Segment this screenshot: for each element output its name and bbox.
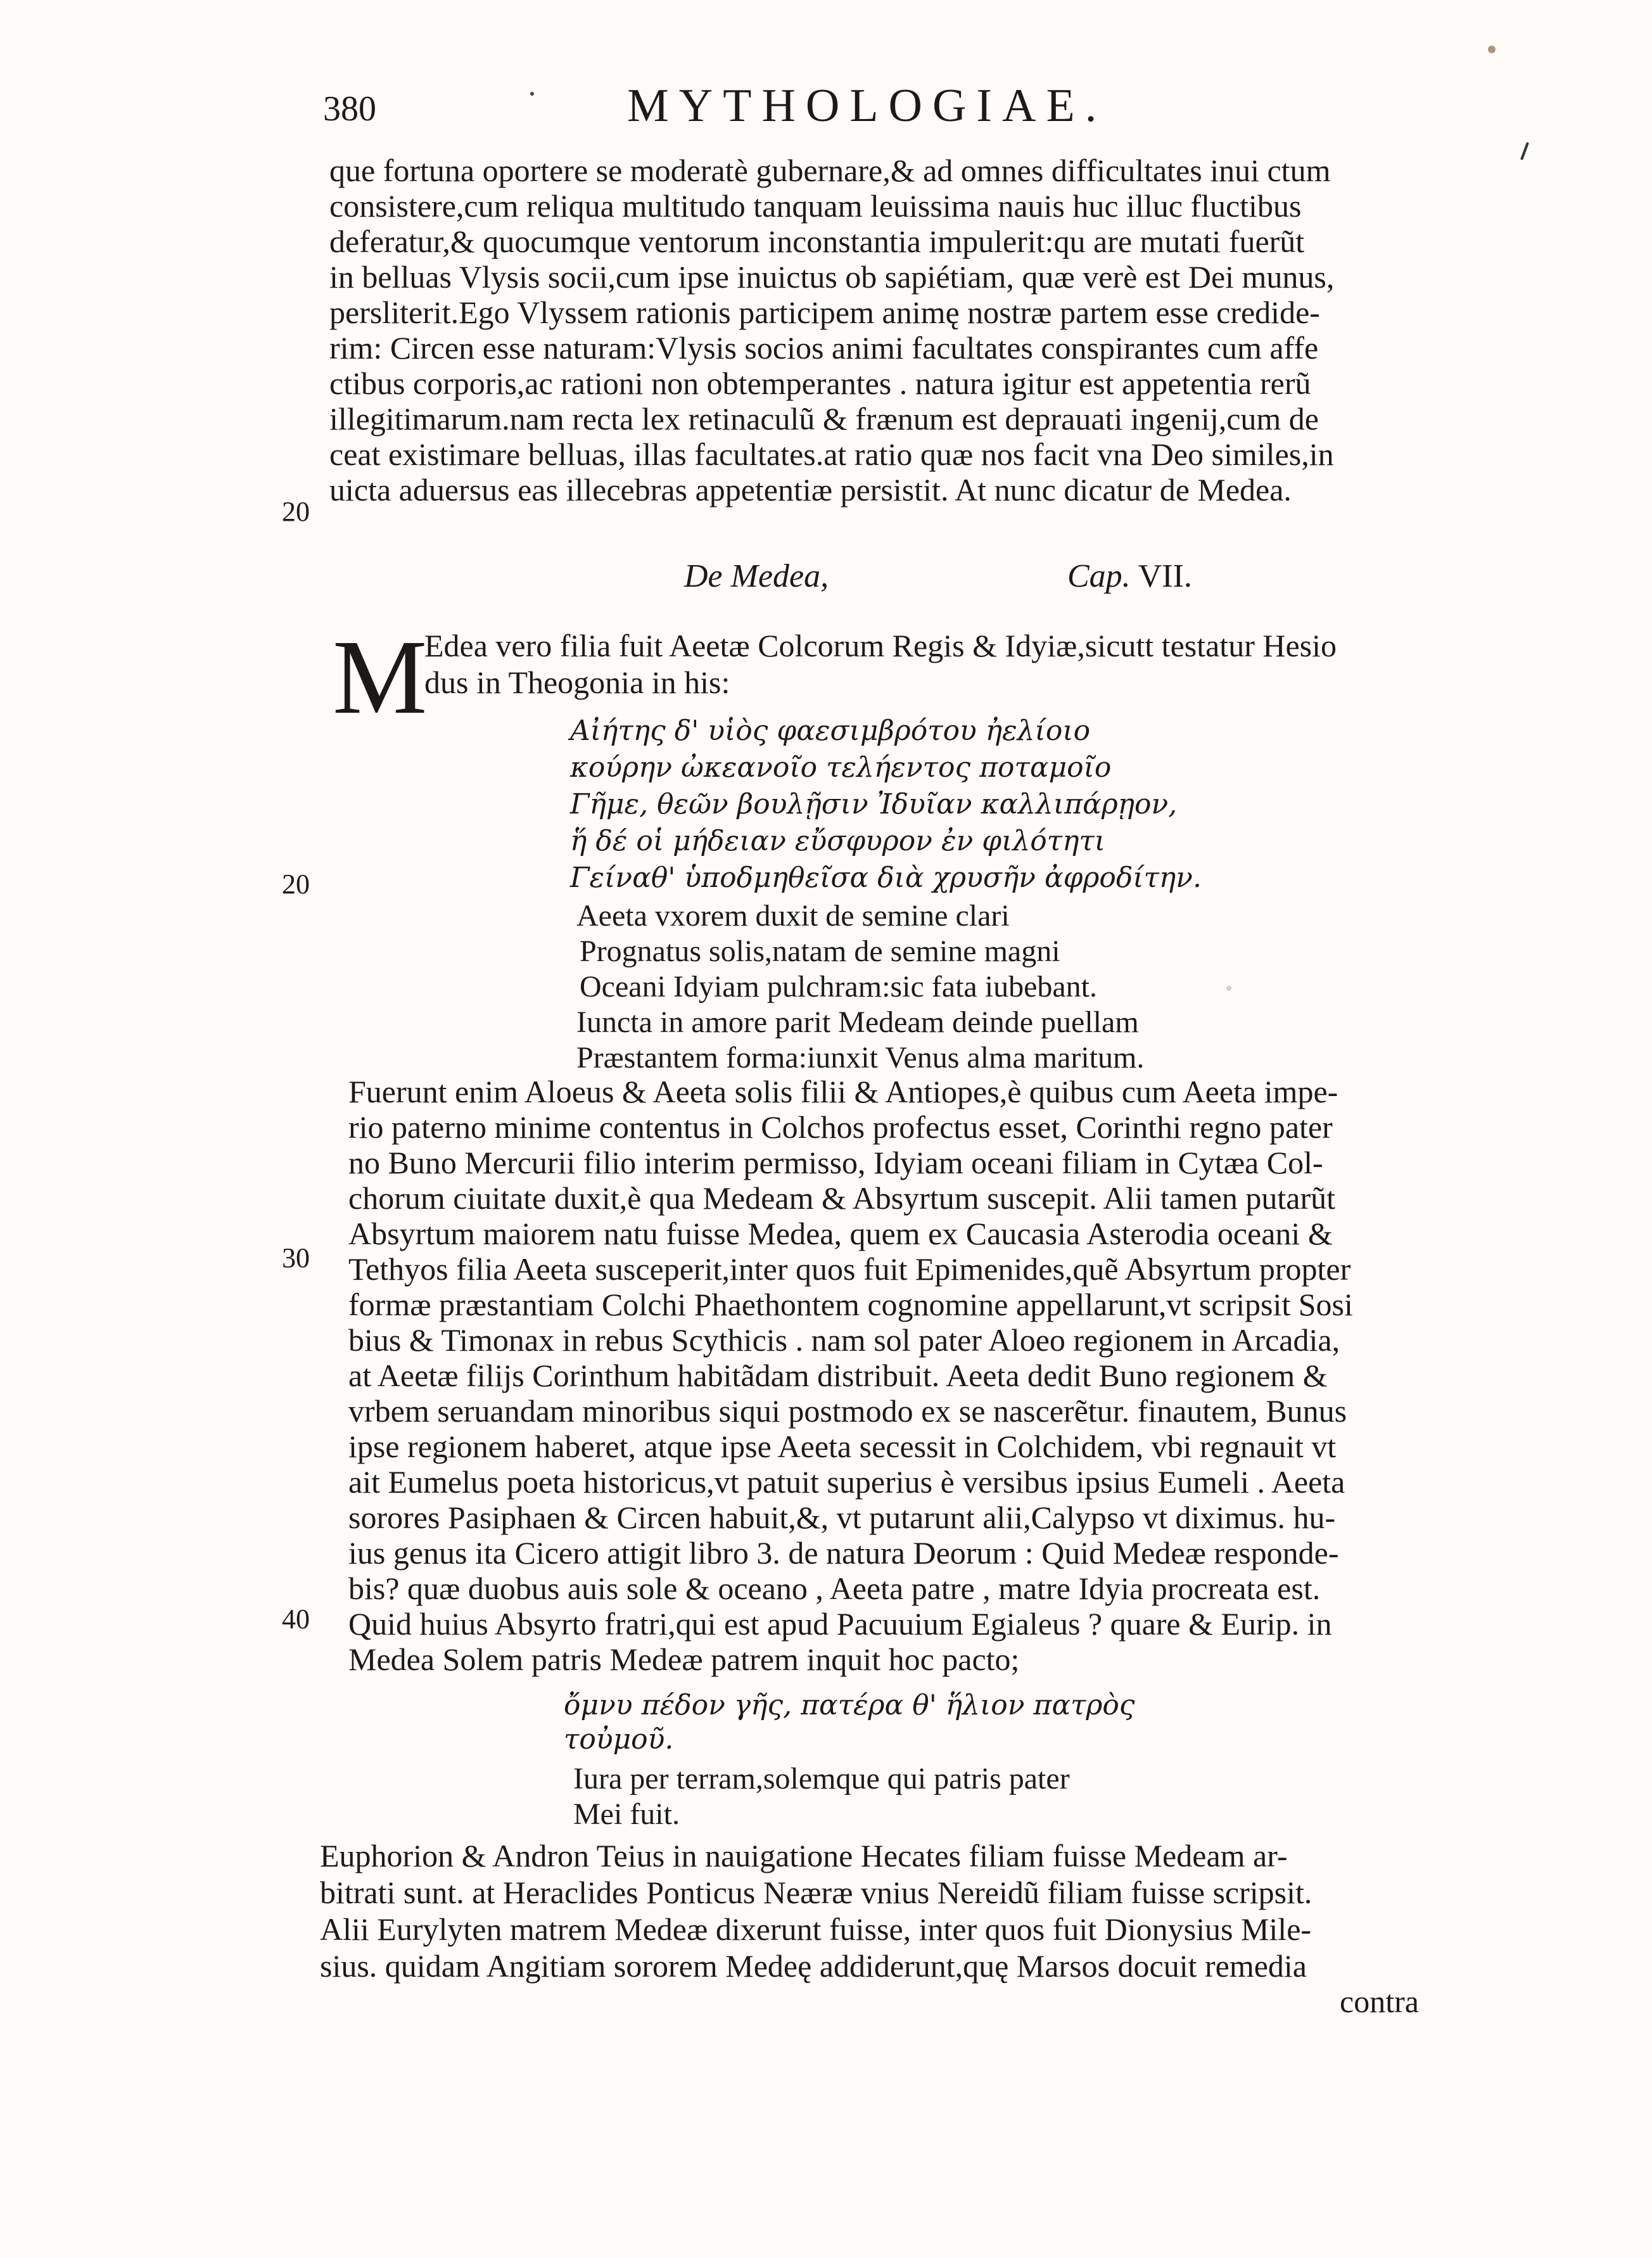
paragraph-2-line: rio paterno minime contentus in Colchos profectus esset, Corinthi regno pater [348, 1109, 1333, 1145]
margin-line-number: 20 [282, 869, 310, 900]
paragraph-1-line: consistere,cum reliqua multitudo tanquam leuissima nauis huc illuc fluctibus [329, 188, 1302, 224]
greek-verse-line: Αἰήτης δ' υἱὸς φαεσιμβρότου ἠελίοιο [570, 715, 1091, 747]
paragraph-2-line: ius genus ita Cicero attigit libro 3. de natura Deorum : Quid Medeæ responde- [348, 1535, 1339, 1571]
paragraph-2-line: Fuerunt enim Aloeus & Aeeta solis filii & Antiopes,è quibus cum Aeeta impe- [348, 1074, 1338, 1109]
latin-verse-line: Oceani Idyiam pulchram:sic fata iubebant. [580, 970, 1098, 1004]
chapter-number: VII. [1138, 558, 1192, 594]
chapter-cap-label: Cap. [1067, 558, 1131, 594]
paragraph-2-line: Tethyos filia Aeeta susceperit,inter quos fuit Epimenides,quẽ Absyrtum propter [348, 1251, 1351, 1287]
paragraph-1-line: que fortuna oportere se moderatè gubernare,& ad omnes difficultates inui ctum [329, 153, 1331, 188]
paragraph-2-line: ait Eumelus poeta historicus,vt patuit superius è versibus ipsius Eumeli . Aeeta [348, 1464, 1345, 1500]
paragraph-1-line: persliterit.Ego Vlyssem rationis participem animę nostræ partem esse credide- [329, 295, 1320, 330]
paragraph-2-line: bis? quæ duobus auis sole & oceano , Aeeta patre , matre Idyia procreata est. [348, 1571, 1321, 1606]
ink-speck [1226, 986, 1231, 991]
greek-verse-line: Γείναθ' ὑποδμηθεῖσα διὰ χρυσῆν ἀφροδίτην. [570, 862, 1202, 894]
paragraph-2-line: vrbem seruandam minoribus siqui postmodo ex se nascerẽtur. finautem, Bunus [348, 1393, 1347, 1429]
greek-verse-line: ὄμνυ πέδον γῆς, πατέρα θ' ἥλιον πατρὸς [564, 1689, 1135, 1721]
greek-verse-line: τοὐμοῦ. [564, 1723, 674, 1756]
paragraph-2-line: chorum ciuitate duxit,è qua Medeam & Absyrtum suscepit. Alii tamen putarũt [348, 1180, 1336, 1216]
paragraph-1-line: rim: Circen esse naturam:Vlysis socios animi facultates conspirantes cum affe [329, 330, 1319, 366]
greek-verse-line: κούρην ὠκεανοῖο τελήεντος ποταμοῖο [570, 751, 1112, 784]
pen-mark [1522, 143, 1528, 160]
margin-line-number: 30 [282, 1242, 310, 1273]
paragraph-1-line: ctibus corporis,ac rationi non obtemperantes . natura igitur est appetentia rerũ [329, 366, 1311, 401]
paragraph-1-line: deferatur,& quocumque ventorum inconstantia impulerit:qu are mutati fuerũt [329, 224, 1305, 259]
margin-line-number: 40 [282, 1604, 310, 1635]
paragraph-2-line: Medea Solem patris Medeæ patrem inquit hoc pacto; [348, 1642, 1020, 1677]
paragraph-1-line: illegitimarum.nam recta lex retinaculũ & frænum est deprauati ingenij,cum de [329, 401, 1319, 437]
ink-speck [1488, 46, 1496, 53]
paragraph-2-line: Quid huius Absyrto fratri,qui est apud Pacuuium Egialeus ? quare & Eurip. in [348, 1606, 1332, 1642]
paragraph-1-line: in belluas Vlysis socii,cum ipse inuictus ob sapiétiam, quæ verè est Dei munus, [329, 259, 1335, 295]
latin-verse-line: Prognatus solis,natam de semine magni [580, 934, 1060, 968]
paragraph-2-line: sorores Pasiphaen & Circen habuit,&, vt putarunt alii,Calypso vt diximus. hu- [348, 1500, 1336, 1535]
paragraph-2-line: ipse regionem haberet, atque ipse Aeeta secessit in Colchidem, vbi regnauit vt [348, 1429, 1337, 1464]
latin-verse-line: Iuncta in amore parit Medeam deinde puellam [576, 1005, 1139, 1039]
greek-verse-line: Γῆμε, θεῶν βουλῇσιν Ἰδυῖαν καλλιπάρῃον, [570, 788, 1178, 820]
latin-verse-line: Iura per terram,solemque qui patris pater [573, 1762, 1070, 1796]
paragraph-3-line: Alii Eurylyten matrem Medeæ dixerunt fuisse, inter quos fuit Dionysius Mile- [320, 1911, 1312, 1947]
drop-cap: M [333, 618, 428, 736]
intro-line: dus in Theogonia in his: [424, 665, 730, 700]
paragraph-3-line: bitrati sunt. at Heraclides Ponticus Neæræ vnius Nereidũ filiam fuisse scripsit. [320, 1875, 1312, 1910]
paragraph-2-line: formæ præstantiam Colchi Phaethontem cognomine appellarunt,vt scripsit Sosi [348, 1287, 1353, 1322]
paragraph-2-line: no Buno Mercurii filio interim permisso, Idyiam oceani filiam in Cytæa Col- [348, 1145, 1323, 1180]
intro-line: Edea vero filia fuit Aeetæ Colcorum Regis & Idyiæ,sicutt testatur Hesio [424, 628, 1337, 663]
catchword: contra [1340, 1984, 1419, 2019]
latin-verse-line: Aeeta vxorem duxit de semine clari [576, 899, 1010, 933]
paragraph-2-line: at Aeetæ filijs Corinthum habitãdam distribuit. Aeeta dedit Buno regionem & [348, 1358, 1328, 1393]
paragraph-3-line: sius. quidam Angitiam sororem Medeę addiderunt,quę Marsos docuit remedia [320, 1948, 1307, 1984]
running-title: MYTHOLOGIAE. [627, 80, 1107, 132]
latin-verse-line: Mei fuit. [573, 1797, 680, 1831]
paragraph-3-line: Euphorion & Andron Teius in nauigatione Hecates filiam fuisse Medeam ar- [320, 1838, 1288, 1873]
chapter-title: De Medea, [684, 558, 829, 594]
paragraph-2-line: Absyrtum maiorem natu fuisse Medea, quem ex Caucasia Asterodia oceani & [348, 1216, 1333, 1251]
greek-verse-line: ἥ δέ οἱ μήδειαν εὔσφυρον ἐν φιλότητι [570, 825, 1106, 857]
paragraph-1-line: uicta aduersus eas illecebras appetentiæ persistit. At nunc dicatur de Medea. [329, 472, 1292, 507]
paragraph-2-line: bius & Timonax in rebus Scythicis . nam sol pater Aloeo regionem in Arcadia, [348, 1322, 1340, 1358]
page-number: 380 [323, 89, 376, 129]
ink-speck [530, 92, 534, 96]
paragraph-1-line: ceat existimare belluas, illas facultates.at ratio quæ nos facit vna Deo similes,in [329, 437, 1334, 472]
latin-verse-line: Præstantem forma:iunxit Venus alma maritum. [576, 1041, 1145, 1075]
margin-line-number: 20 [282, 496, 310, 527]
